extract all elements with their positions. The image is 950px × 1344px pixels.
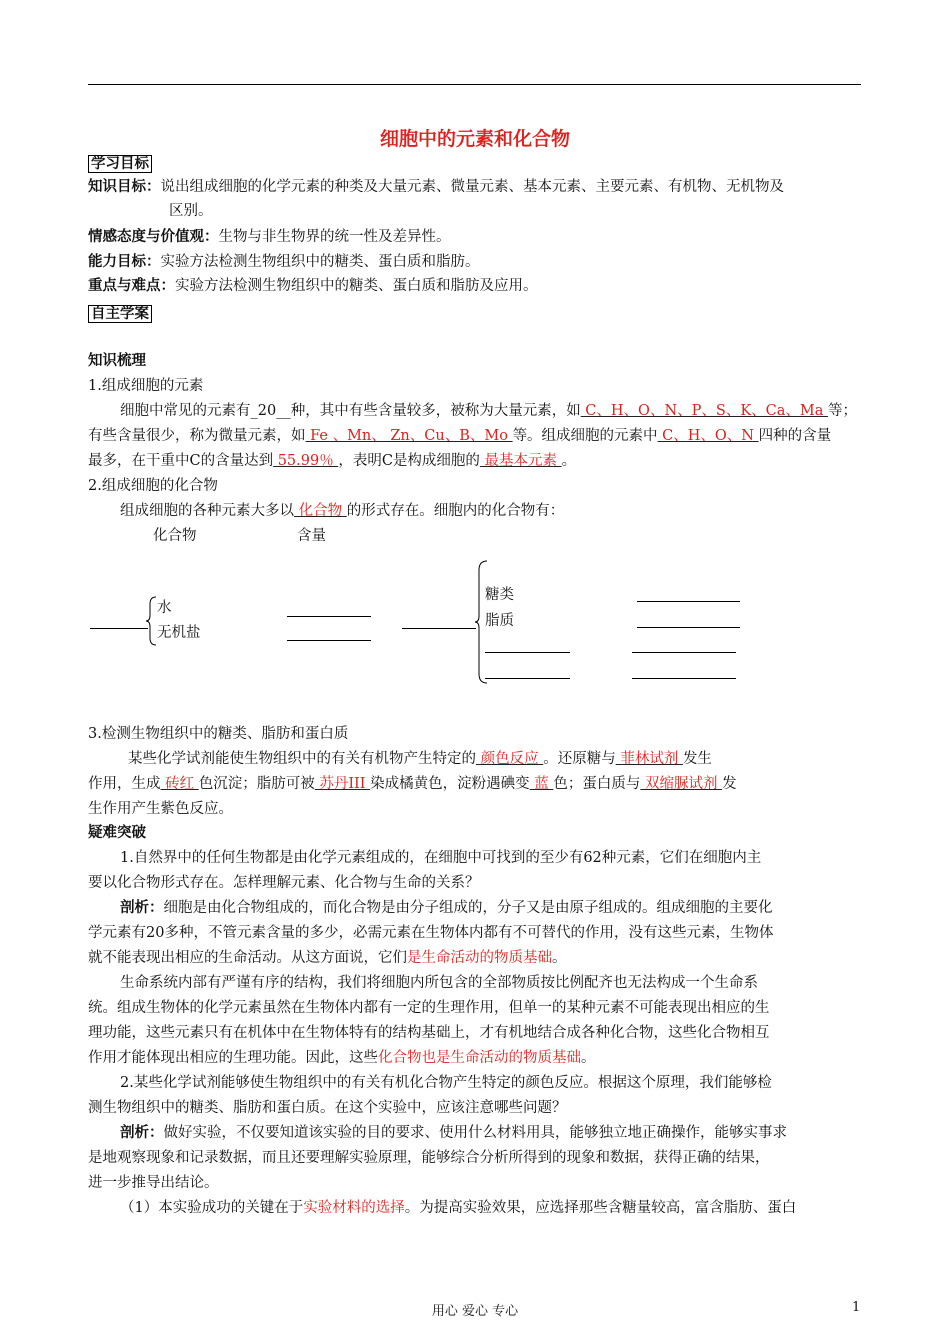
compound-fat: 脂质 xyxy=(485,613,514,629)
diagram-line-middle xyxy=(402,628,476,629)
header-rule xyxy=(88,84,861,85)
page-number: 1 xyxy=(852,1300,861,1315)
section-heading-goals: 学习目标 xyxy=(88,152,152,173)
analysis-3-line-1: 剖析：做好实验，不仅要知道该实验的目的要求、使用什么材料用具，能够独立地正确操作，能够实事求 xyxy=(120,1125,787,1141)
analysis-1-line-2: 学元素有20多种，不管元素含量的多少，必需元素在生物体内都有不可替代的作用，没有这些元素，生物体 xyxy=(88,925,774,941)
diagram-line-left xyxy=(90,628,148,629)
section-heading-self-study: 自主学案 xyxy=(88,302,152,323)
emotion-goal: 情感态度与价值观：生物与非生物界的统一性及差异性。 xyxy=(88,229,451,245)
section-2-title: 2.组成细胞的化合物 xyxy=(88,478,218,494)
question-2-line-2: 测生物组织中的糖类、脂肪和蛋白质。在这个实验中，应该注意哪些问题？ xyxy=(88,1100,567,1116)
blank-fat xyxy=(637,627,740,628)
blank-sugar xyxy=(637,601,740,602)
column-compound: 化合物 xyxy=(153,528,197,544)
knowledge-goal: 知识目标：说出组成细胞的化学元素的种类及大量元素、微量元素、基本元素、主要元素、有机物、无机物及 xyxy=(88,179,784,195)
analysis-2-line-4: 作用才能体现出相应的生理功能。因此，这些化合物也是生命活动的物质基础。 xyxy=(88,1050,596,1066)
elements-paragraph-line-3: 最多，在干重中C的含量达到 55.99％ ，表明C是构成细胞的 最基本元素 。 xyxy=(88,453,577,469)
blank-salt xyxy=(287,640,371,641)
footer-motto: 用心 爱心 专心 xyxy=(431,1304,519,1319)
blank-content-4 xyxy=(632,678,736,679)
elements-paragraph-line-1: 细胞中常见的元素有_20__种，其中有些含量较多，被称为大量元素，如 C、H、O、N、P、S、K、Ca、Ma 等； xyxy=(120,403,857,419)
question-1-line-2: 要以化合物形式存在。怎样理解元素、化合物与生命的关系？ xyxy=(88,875,480,891)
blank-content-3 xyxy=(632,652,736,653)
analysis-1-line-3: 就不能表现出相应的生命活动。从这方面说，它们是生命活动的物质基础。 xyxy=(88,950,567,966)
analysis-2-line-3: 理功能，这些元素只有在机体中在生物体特有的结构基础上，才有机地结合成各种化合物，这些化合物相互 xyxy=(88,1025,770,1041)
compound-water: 水 xyxy=(157,600,172,616)
blank-compound-3 xyxy=(485,652,570,653)
analysis-3-line-3: 进一步推导出结论。 xyxy=(88,1175,219,1191)
detection-line-1: 某些化学试剂能使生物组织中的有关有机物产生特定的 颜色反应 。还原糖与 菲林试剂 发生 xyxy=(128,751,712,767)
detection-line-3: 生作用产生紫色反应。 xyxy=(88,801,233,817)
knowledge-goal-cont: 区别。 xyxy=(169,203,213,219)
compound-salt: 无机盐 xyxy=(157,625,201,641)
knowledge-heading: 知识梳理 xyxy=(88,353,146,369)
elements-paragraph-line-2: 有些含量很少，称为微量元素，如 Fe 、Mn、 Zn、Cu、B、Mo 等。组成细胞的元素中 C、H、O、N 四种的含量 xyxy=(88,428,832,444)
analysis-1-line-1: 剖析：细胞是由化合物组成的，而化合物是由分子组成的，分子又是由原子组成的。组成细胞的主要化 xyxy=(120,900,773,916)
column-content: 含量 xyxy=(297,528,326,544)
compound-sugar: 糖类 xyxy=(485,587,514,603)
section-1-title: 1.组成细胞的元素 xyxy=(88,378,204,394)
analysis-2-line-1: 生命系统内部有严谨有序的结构，我们将细胞内所包含的全部物质按比例配齐也无法构成一个生命系 xyxy=(120,975,758,991)
question-2-line-1: 2.某些化学试剂能够使生物组织中的有关有机化合物产生特定的颜色反应。根据这个原理，我们能够检 xyxy=(120,1075,772,1091)
compounds-paragraph: 组成细胞的各种元素大多以 化合物 的形式存在。细胞内的化合物有： xyxy=(120,503,565,519)
ability-goal: 能力目标：实验方法检测生物组织中的糖类、蛋白质和脂肪。 xyxy=(88,254,480,270)
page-title: 细胞中的元素和化合物 xyxy=(379,128,570,150)
question-1-line-1: 1.自然界中的任何生物都是由化学元素组成的，在细胞中可找到的至少有62种元素，它们在细胞内主 xyxy=(120,850,762,866)
blank-compound-4 xyxy=(485,678,570,679)
analysis-3-line-2: 是地观察现象和记录数据，而且还要理解实验原理，能够综合分析所得到的现象和数据，获得正确的结果， xyxy=(88,1150,770,1166)
analysis-2-line-2: 统。组成生物体的化学元素虽然在生物体内都有一定的生理作用，但单一的某种元素不可能表现出相应的生 xyxy=(88,1000,770,1016)
section-3-title: 3.检测生物组织中的糖类、脂肪和蛋白质 xyxy=(88,726,349,742)
blank-water xyxy=(287,616,371,617)
analysis-4-line-1: （1）本实验成功的关键在于实验材料的选择。为提高实验效果，应选择那些含糖量较高，富含脂肪、蛋白 xyxy=(120,1200,797,1216)
difficulty-heading: 疑难突破 xyxy=(88,825,146,841)
key-points: 重点与难点：实验方法检测生物组织中的糖类、蛋白质和脂肪及应用。 xyxy=(88,278,538,294)
detection-line-2: 作用，生成 砖红 色沉淀；脂肪可被 苏丹III 染成橘黄色，淀粉遇碘变 蓝 色；蛋白质与 双缩脲试剂 发 xyxy=(88,776,737,792)
